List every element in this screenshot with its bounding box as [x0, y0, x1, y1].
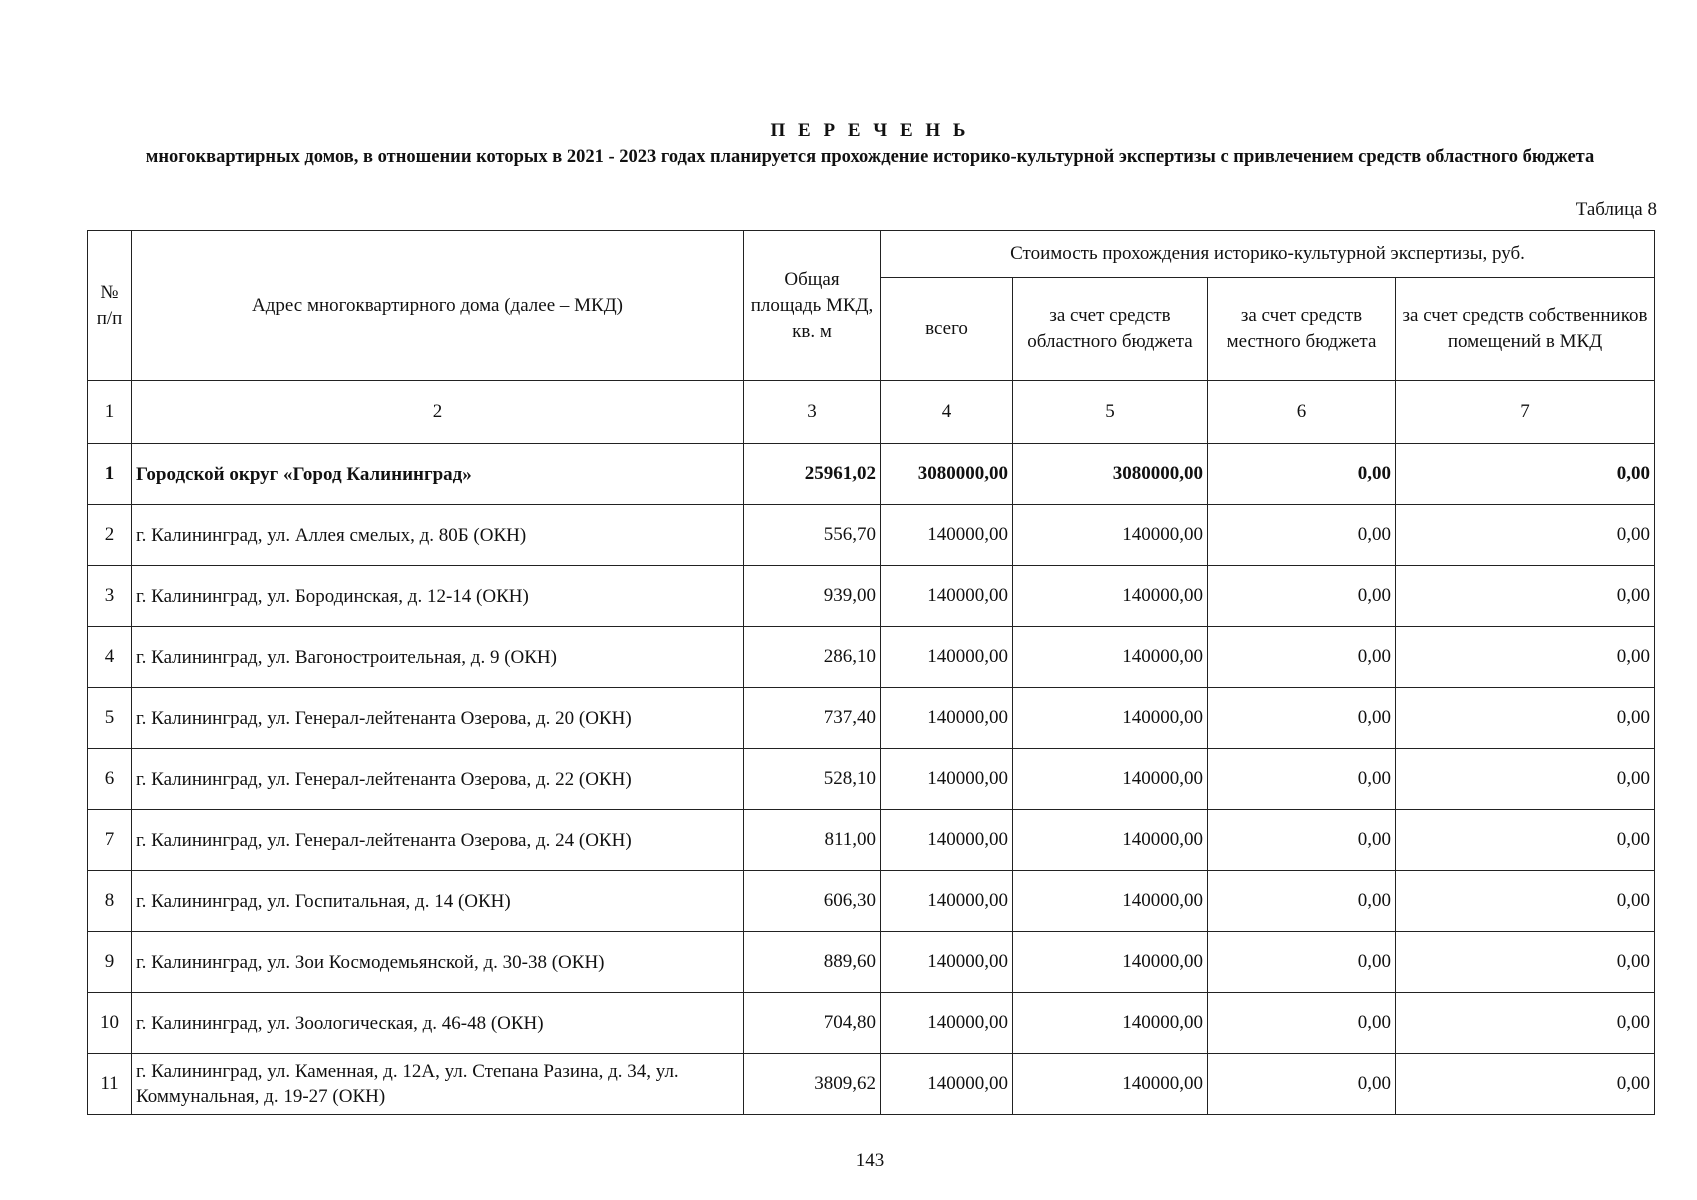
- row-address: Городской округ «Город Калининград»: [132, 444, 744, 505]
- row-local: 0,00: [1208, 444, 1396, 505]
- table-row: [88, 688, 1655, 749]
- row-area: 25961,02: [744, 444, 881, 505]
- column-index: 6: [1208, 381, 1396, 444]
- document-subtitle: многоквартирных домов, в отношении которых в 2021 - 2023 годах планируется прохождение историко-культурной экспертизы с привлечением средств областного бюджета: [145, 147, 1595, 167]
- row-owners: 0,00: [1396, 1054, 1655, 1115]
- header-cost-group: Стоимость прохождения историко-культурной экспертизы, руб.: [881, 231, 1655, 278]
- header-local: за счет средств местного бюджета: [1208, 278, 1396, 381]
- column-index: 7: [1396, 381, 1655, 444]
- header-owners: за счет средств собственников помещений в МКД: [1396, 278, 1655, 381]
- row-total: 140000,00: [881, 871, 1013, 932]
- row-area: 528,10: [744, 749, 881, 810]
- row-owners: 0,00: [1396, 688, 1655, 749]
- row-owners: 0,00: [1396, 871, 1655, 932]
- table-row: [88, 932, 1655, 993]
- row-address: г. Калининград, ул. Вагоностроительная, д. 9 (ОКН): [132, 627, 744, 688]
- row-total: 140000,00: [881, 810, 1013, 871]
- row-address: г. Калининград, ул. Госпитальная, д. 14 (ОКН): [132, 871, 744, 932]
- row-number: 4: [88, 627, 132, 688]
- row-local: 0,00: [1208, 688, 1396, 749]
- row-area: 889,60: [744, 932, 881, 993]
- row-regional: 140000,00: [1013, 505, 1208, 566]
- row-number: 5: [88, 688, 132, 749]
- row-number: 11: [88, 1054, 132, 1115]
- row-local: 0,00: [1208, 1054, 1396, 1115]
- header-area: Общая площадь МКД, кв. м: [744, 231, 881, 381]
- page-number: 143: [855, 1150, 885, 1171]
- row-address: г. Калининград, ул. Зои Космодемьянской, д. 30-38 (ОКН): [132, 932, 744, 993]
- row-number: 3: [88, 566, 132, 627]
- row-number: 2: [88, 505, 132, 566]
- row-address: г. Калининград, ул. Зоологическая, д. 46-48 (ОКН): [132, 993, 744, 1054]
- table-row: [88, 566, 1655, 627]
- row-address: г. Калининград, ул. Аллея смелых, д. 80Б (ОКН): [132, 505, 744, 566]
- table-row-total: [88, 444, 1655, 505]
- table-row: [88, 627, 1655, 688]
- row-area: 939,00: [744, 566, 881, 627]
- row-number: 9: [88, 932, 132, 993]
- row-address: г. Калининград, ул. Каменная, д. 12А, ул. Степана Разина, д. 34, ул. Коммунальная, д. 19-27 (ОКН): [132, 1054, 744, 1115]
- row-local: 0,00: [1208, 749, 1396, 810]
- row-regional: 140000,00: [1013, 810, 1208, 871]
- row-address: г. Калининград, ул. Генерал-лейтенанта Озерова, д. 20 (ОКН): [132, 688, 744, 749]
- row-regional: 140000,00: [1013, 749, 1208, 810]
- row-area: 286,10: [744, 627, 881, 688]
- row-address: г. Калининград, ул. Генерал-лейтенанта Озерова, д. 22 (ОКН): [132, 749, 744, 810]
- row-area: 3809,62: [744, 1054, 881, 1115]
- row-local: 0,00: [1208, 932, 1396, 993]
- row-local: 0,00: [1208, 993, 1396, 1054]
- row-local: 0,00: [1208, 505, 1396, 566]
- table-row: [88, 749, 1655, 810]
- row-regional: 140000,00: [1013, 688, 1208, 749]
- table-row: [88, 993, 1655, 1054]
- row-regional: 140000,00: [1013, 627, 1208, 688]
- row-owners: 0,00: [1396, 505, 1655, 566]
- row-total: 140000,00: [881, 688, 1013, 749]
- header-regional: за счет средств областного бюджета: [1013, 278, 1208, 381]
- row-total: 140000,00: [881, 749, 1013, 810]
- table-row: [88, 810, 1655, 871]
- column-index-row: [88, 381, 1655, 444]
- table-row: [88, 505, 1655, 566]
- row-area: 606,30: [744, 871, 881, 932]
- document-title: П Е Р Е Ч Е Н Ь: [770, 120, 970, 141]
- row-regional: 140000,00: [1013, 932, 1208, 993]
- row-total: 140000,00: [881, 932, 1013, 993]
- row-local: 0,00: [1208, 627, 1396, 688]
- column-index: 4: [881, 381, 1013, 444]
- column-index: 5: [1013, 381, 1208, 444]
- row-regional: 140000,00: [1013, 993, 1208, 1054]
- row-owners: 0,00: [1396, 566, 1655, 627]
- row-total: 140000,00: [881, 993, 1013, 1054]
- row-regional: 140000,00: [1013, 566, 1208, 627]
- table-row: [88, 871, 1655, 932]
- row-total: 140000,00: [881, 1054, 1013, 1115]
- row-area: 704,80: [744, 993, 881, 1054]
- row-address: г. Калининград, ул. Бородинская, д. 12-14 (ОКН): [132, 566, 744, 627]
- row-number: 10: [88, 993, 132, 1054]
- row-number: 6: [88, 749, 132, 810]
- row-owners: 0,00: [1396, 810, 1655, 871]
- row-area: 556,70: [744, 505, 881, 566]
- row-regional: 3080000,00: [1013, 444, 1208, 505]
- row-owners: 0,00: [1396, 993, 1655, 1054]
- row-total: 140000,00: [881, 566, 1013, 627]
- row-owners: 0,00: [1396, 444, 1655, 505]
- row-owners: 0,00: [1396, 749, 1655, 810]
- registry-table: [87, 230, 1655, 1115]
- column-index: 2: [132, 381, 744, 444]
- row-owners: 0,00: [1396, 627, 1655, 688]
- table-label: Таблица 8: [1575, 199, 1657, 220]
- row-area: 811,00: [744, 810, 881, 871]
- table-row: [88, 1054, 1655, 1115]
- header-total: всего: [881, 278, 1013, 381]
- row-regional: 140000,00: [1013, 871, 1208, 932]
- column-index: 3: [744, 381, 881, 444]
- row-address: г. Калининград, ул. Генерал-лейтенанта Озерова, д. 24 (ОКН): [132, 810, 744, 871]
- row-regional: 140000,00: [1013, 1054, 1208, 1115]
- row-number: 7: [88, 810, 132, 871]
- row-area: 737,40: [744, 688, 881, 749]
- column-index: 1: [88, 381, 132, 444]
- row-total: 3080000,00: [881, 444, 1013, 505]
- row-number: 1: [88, 444, 132, 505]
- header-num: № п/п: [88, 231, 132, 381]
- row-total: 140000,00: [881, 627, 1013, 688]
- row-local: 0,00: [1208, 810, 1396, 871]
- row-number: 8: [88, 871, 132, 932]
- header-address: Адрес многоквартирного дома (далее – МКД): [132, 231, 744, 381]
- row-total: 140000,00: [881, 505, 1013, 566]
- row-local: 0,00: [1208, 871, 1396, 932]
- row-local: 0,00: [1208, 566, 1396, 627]
- row-owners: 0,00: [1396, 932, 1655, 993]
